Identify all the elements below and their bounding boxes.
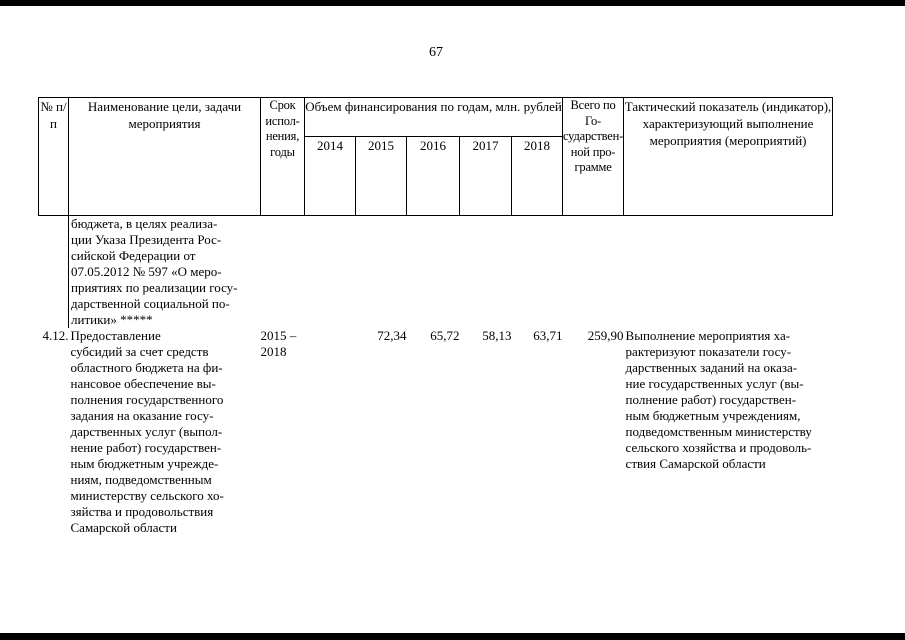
- header-year-2014: 2014: [305, 137, 356, 216]
- row-name-line: субсидий за счет средств: [70, 344, 209, 359]
- row-name-line: министерству сельского хо-: [70, 488, 224, 503]
- row-name-line: ниям, подведомственным: [70, 472, 212, 487]
- indicator-line: дарственных заданий на оказа-: [625, 360, 798, 375]
- continuation-row: [39, 216, 833, 329]
- indicator-line: сельского хозяйства и продоволь-: [625, 440, 812, 455]
- indicator-line: Выполнение мероприятия ха-: [625, 328, 791, 343]
- row-indicator: [624, 328, 833, 536]
- row-term-line: 2015 –: [260, 328, 297, 343]
- row-name-line: нение работ) государствен-: [70, 440, 222, 455]
- header-year-2017: 2017: [460, 137, 512, 216]
- header-indicator: Тактический показатель (индикатор), характеризующий выполнение мероприятия (мероприятий): [624, 98, 833, 216]
- indicator-line: ствия Самарской области: [625, 456, 766, 471]
- row-value-2015: 72,34: [377, 328, 407, 343]
- indicator-line: полнение работ) государствен-: [625, 392, 797, 407]
- row-name-line: нансовое обеспечение вы-: [70, 376, 216, 391]
- continuation-line: 07.05.2012 № 597 «О меро-: [71, 264, 222, 279]
- row-name-line: областного бюджета на фи-: [70, 360, 223, 375]
- header-name: Наименование цели, задачи мероприятия: [69, 98, 261, 216]
- row-value-2016: 65,72: [430, 328, 460, 343]
- row-term-line: 2018: [260, 344, 287, 359]
- table-row: [39, 328, 833, 536]
- header-year-2018: 2018: [512, 137, 563, 216]
- header-total: Всего по Го-сударствен-ной про-грамме: [563, 98, 624, 216]
- table-header: [39, 98, 833, 216]
- row-value-2017: 58,13: [482, 328, 512, 343]
- row-value-2014: [305, 328, 356, 536]
- header-year-2016: 2016: [407, 137, 460, 216]
- indicator-line: ние государственных услуг (вы-: [625, 376, 804, 391]
- continuation-line: бюджета, в целях реализа-: [71, 216, 218, 231]
- continuation-line: литики» *****: [71, 312, 153, 327]
- continuation-line: приятиях по реализации госу-: [71, 280, 238, 295]
- continuation-text: [69, 216, 261, 329]
- row-name-line: дарственных услуг (выпол-: [70, 424, 223, 439]
- row-name-line: Предоставление: [70, 328, 161, 343]
- header-year-2015: 2015: [356, 137, 407, 216]
- header-funding: Объем финансирования по годам, млн. рублей: [305, 98, 563, 137]
- header-term: Срок испол-нения, годы: [261, 98, 305, 216]
- row-name-line: Самарской области: [70, 520, 177, 535]
- continuation-line: ции Указа Президента Рос-: [71, 232, 222, 247]
- scan-top-border: [0, 0, 905, 6]
- indicator-line: ным бюджетным учреждениям,: [625, 408, 801, 423]
- row-name-line: ным бюджетным учрежде-: [70, 456, 219, 471]
- continuation-line: сийской Федерации от: [71, 248, 196, 263]
- indicator-line: рактеризуют показатели госу-: [625, 344, 792, 359]
- page-number: 67: [429, 45, 443, 60]
- row-name-line: полнения государственного: [70, 392, 224, 407]
- header-num: № п/п: [39, 98, 69, 216]
- row-index: 4.12.: [42, 328, 69, 343]
- indicator-line: подведомственным министерству: [625, 424, 812, 439]
- row-name-line: зяйства и продовольствия: [70, 504, 214, 519]
- continuation-line: дарственной социальной по-: [71, 296, 230, 311]
- row-name: [69, 328, 261, 536]
- row-term: [261, 328, 305, 536]
- row-value-2018: 63,71: [533, 328, 563, 343]
- row-total: 259,90: [587, 328, 624, 343]
- program-table: [38, 97, 833, 536]
- row-name-line: задания на оказание госу-: [70, 408, 214, 423]
- scan-bottom-border: [0, 633, 905, 640]
